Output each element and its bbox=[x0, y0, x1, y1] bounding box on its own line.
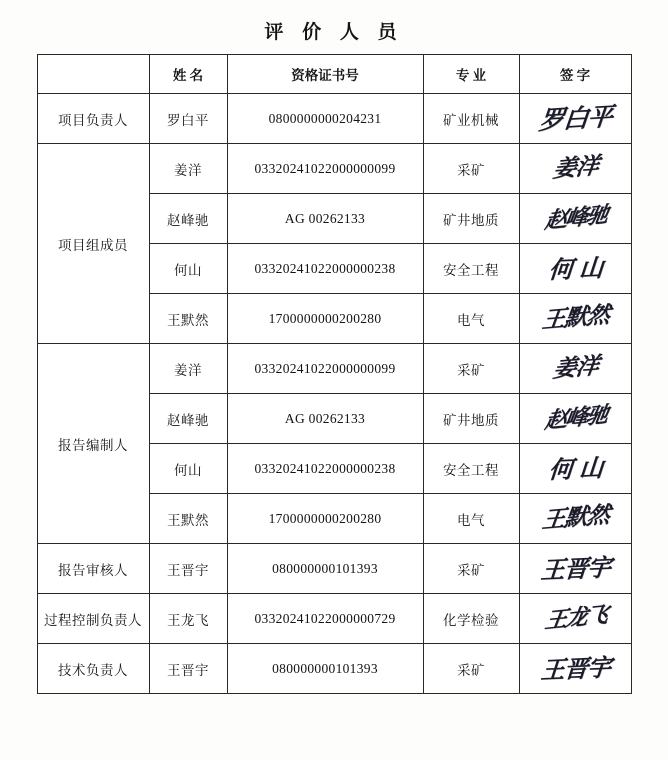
member-certificate: AG 00262133 bbox=[227, 194, 423, 244]
column-header-major: 专 业 bbox=[423, 55, 519, 94]
member-signature bbox=[519, 294, 631, 344]
signature-mark: 赵峰驰 bbox=[542, 202, 608, 234]
signature-mark: 何 山 bbox=[547, 453, 603, 484]
column-header-name: 姓 名 bbox=[149, 55, 227, 94]
role-label-process-control-lead: 过程控制负责人 bbox=[37, 594, 149, 644]
member-signature bbox=[519, 644, 631, 694]
member-name: 王默然 bbox=[149, 494, 227, 544]
member-signature bbox=[519, 144, 631, 194]
table-row bbox=[37, 544, 631, 594]
role-label-project-leader: 项目负责人 bbox=[37, 94, 149, 144]
member-major: 采矿 bbox=[423, 644, 519, 694]
role-label-project-members: 项目组成员 bbox=[37, 144, 149, 344]
member-signature bbox=[519, 594, 631, 644]
signature-mark: 王晋宇 bbox=[539, 653, 611, 684]
member-major: 安全工程 bbox=[423, 244, 519, 294]
column-header-role bbox=[37, 55, 149, 94]
member-major: 矿业机械 bbox=[423, 94, 519, 144]
member-name: 何山 bbox=[149, 444, 227, 494]
member-certificate: 03320241022000000099 bbox=[227, 144, 423, 194]
member-name: 赵峰驰 bbox=[149, 194, 227, 244]
signature-mark: 王龙飞 bbox=[542, 602, 608, 634]
signature-mark: 何 山 bbox=[547, 253, 603, 284]
member-name: 罗白平 bbox=[149, 94, 227, 144]
member-signature bbox=[519, 394, 631, 444]
member-major: 采矿 bbox=[423, 544, 519, 594]
role-label-report-author: 报告编制人 bbox=[37, 344, 149, 544]
table-row bbox=[37, 144, 631, 194]
member-major: 安全工程 bbox=[423, 444, 519, 494]
table-row bbox=[37, 94, 631, 144]
member-major: 矿井地质 bbox=[423, 194, 519, 244]
role-label-technical-lead: 技术负责人 bbox=[37, 644, 149, 694]
member-name: 王龙飞 bbox=[149, 594, 227, 644]
member-certificate: 03320241022000000099 bbox=[227, 344, 423, 394]
member-signature bbox=[519, 344, 631, 394]
member-major: 采矿 bbox=[423, 144, 519, 194]
table-row bbox=[37, 594, 631, 644]
member-signature bbox=[519, 194, 631, 244]
member-major: 电气 bbox=[423, 294, 519, 344]
member-major: 电气 bbox=[423, 494, 519, 544]
member-name: 赵峰驰 bbox=[149, 394, 227, 444]
member-signature bbox=[519, 494, 631, 544]
member-major: 采矿 bbox=[423, 344, 519, 394]
member-certificate: 03320241022000000238 bbox=[227, 244, 423, 294]
member-certificate: 080000000101393 bbox=[227, 544, 423, 594]
signature-mark: 王默然 bbox=[539, 502, 611, 534]
member-certificate: 1700000000200280 bbox=[227, 494, 423, 544]
member-name: 姜洋 bbox=[149, 344, 227, 394]
table-row bbox=[37, 344, 631, 394]
signature-mark: 王晋宇 bbox=[539, 553, 611, 584]
member-name: 王晋宇 bbox=[149, 544, 227, 594]
member-major: 矿井地质 bbox=[423, 394, 519, 444]
personnel-table bbox=[37, 54, 632, 694]
member-name: 何山 bbox=[149, 244, 227, 294]
member-certificate: 1700000000200280 bbox=[227, 294, 423, 344]
member-name: 王晋宇 bbox=[149, 644, 227, 694]
signature-mark: 赵峰驰 bbox=[542, 402, 608, 434]
member-name: 姜洋 bbox=[149, 144, 227, 194]
member-certificate: 03320241022000000729 bbox=[227, 594, 423, 644]
table-header-row bbox=[37, 55, 631, 94]
member-name: 王默然 bbox=[149, 294, 227, 344]
column-header-signature: 签 字 bbox=[519, 55, 631, 94]
page-title: 评 价 人 员 bbox=[264, 22, 404, 43]
member-signature bbox=[519, 544, 631, 594]
member-major: 化学检验 bbox=[423, 594, 519, 644]
member-certificate: 0800000000204231 bbox=[227, 94, 423, 144]
signature-mark: 王默然 bbox=[539, 302, 611, 334]
table-header bbox=[37, 55, 631, 94]
member-signature bbox=[519, 444, 631, 494]
member-certificate: 03320241022000000238 bbox=[227, 444, 423, 494]
role-label-report-reviewer: 报告审核人 bbox=[37, 544, 149, 594]
signature-mark: 姜洋 bbox=[551, 353, 600, 383]
table-row bbox=[37, 644, 631, 694]
signature-mark: 姜洋 bbox=[551, 153, 600, 183]
member-certificate: 080000000101393 bbox=[227, 644, 423, 694]
column-header-certificate: 资格证书号 bbox=[227, 55, 423, 94]
member-signature bbox=[519, 94, 631, 144]
member-certificate: AG 00262133 bbox=[227, 394, 423, 444]
signature-mark: 罗白平 bbox=[537, 101, 613, 136]
member-signature bbox=[519, 244, 631, 294]
table-body bbox=[37, 94, 631, 694]
